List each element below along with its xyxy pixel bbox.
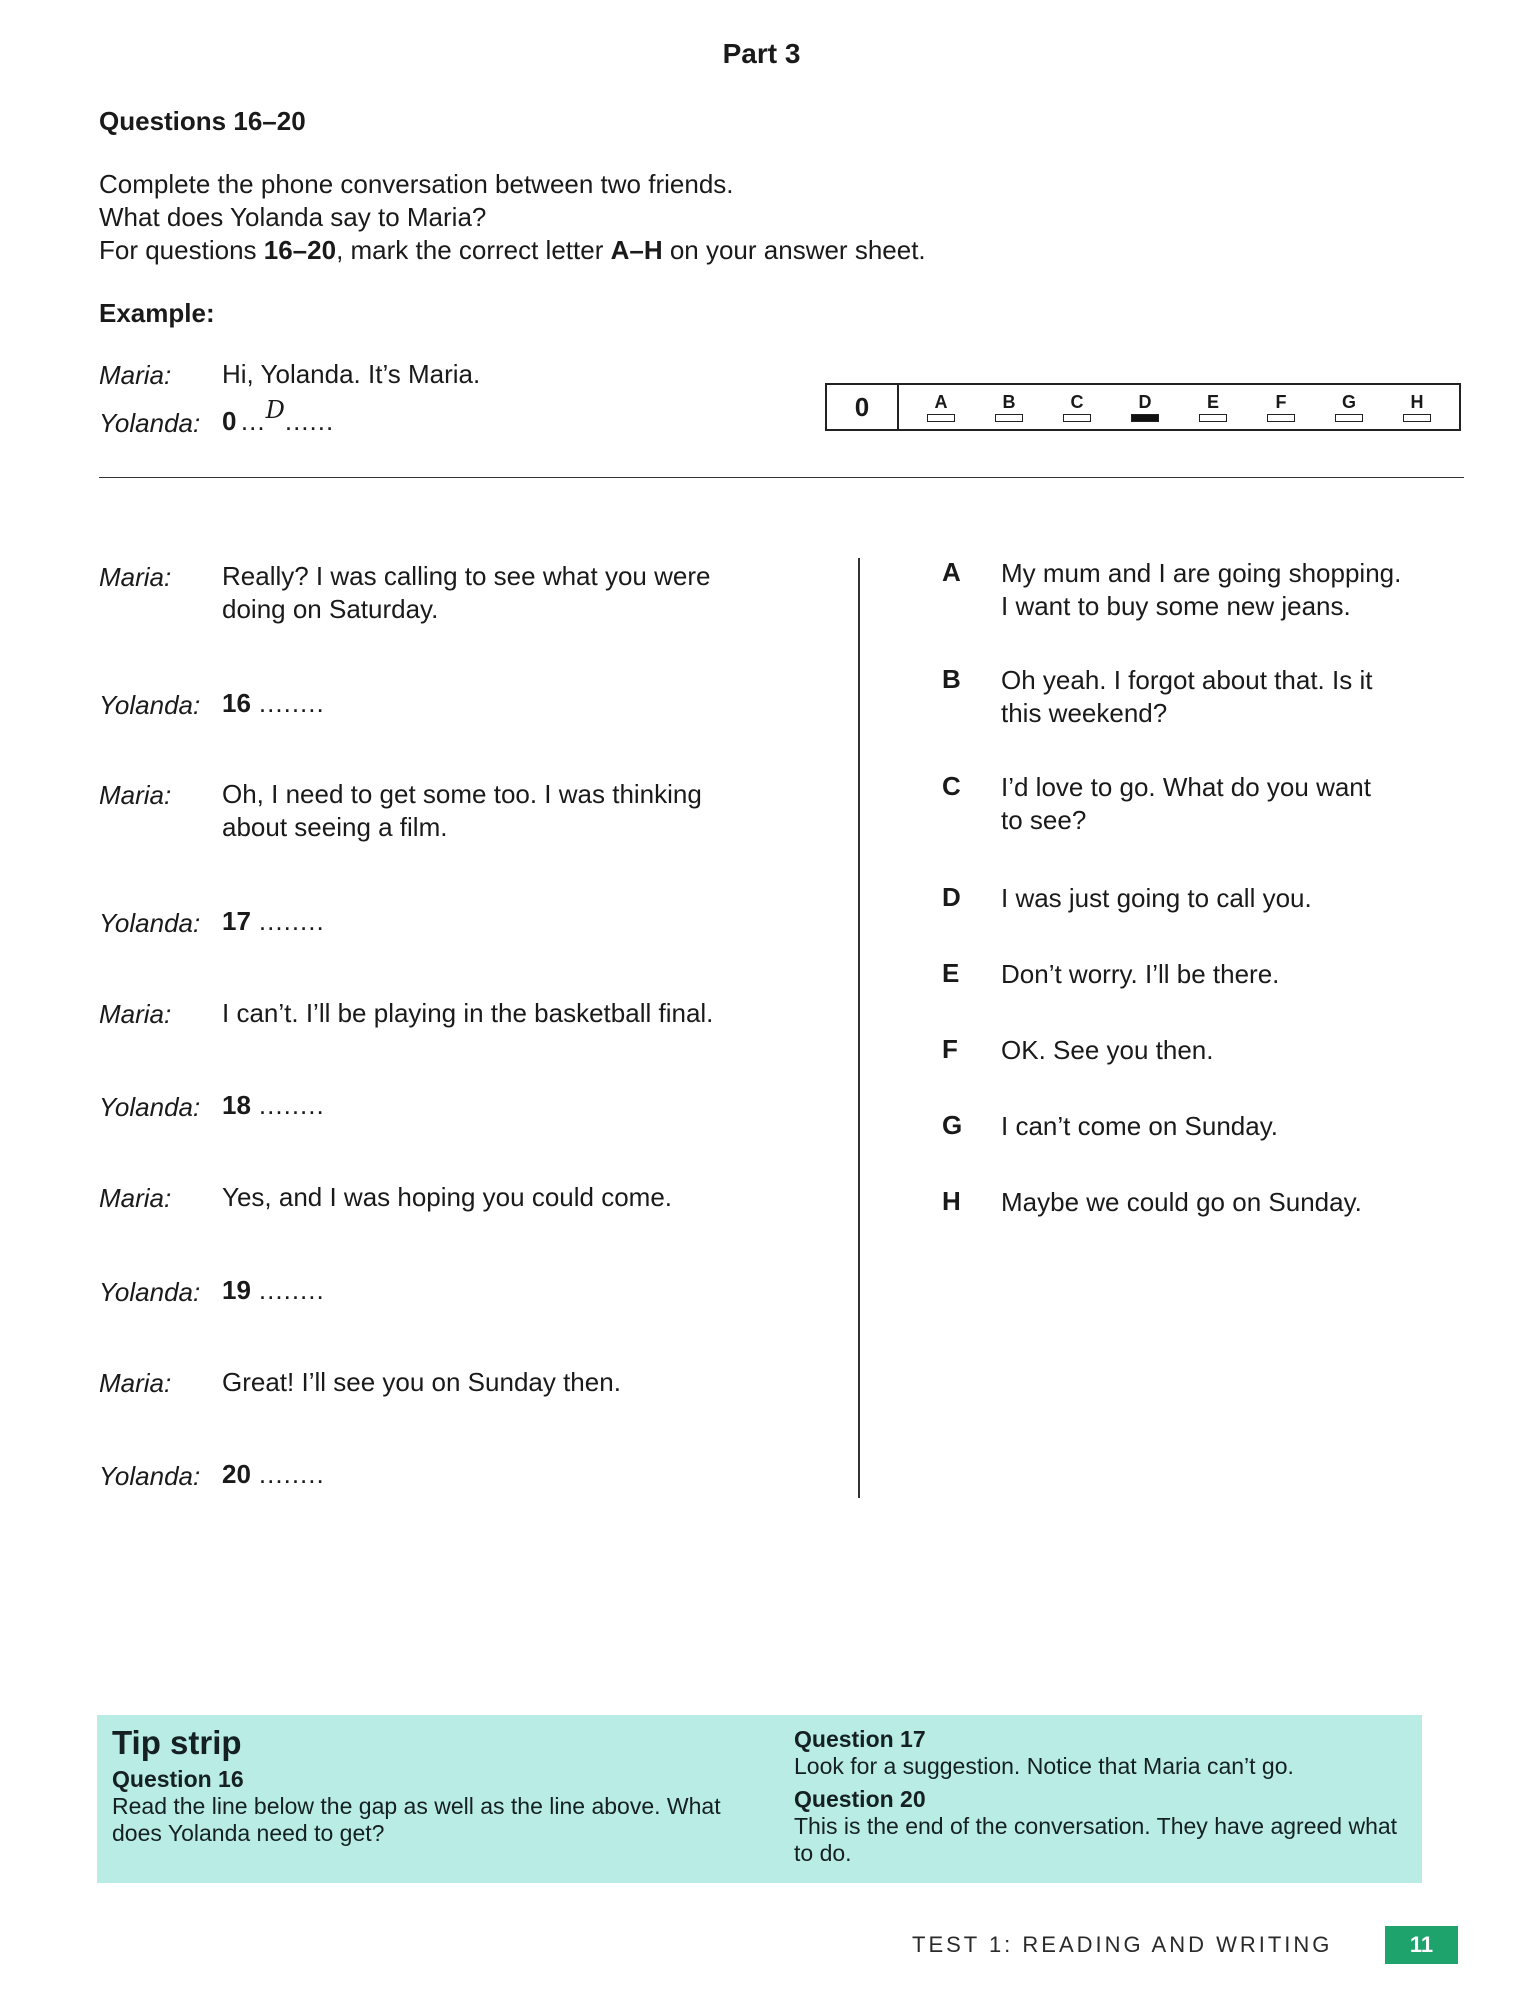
instruction-line-1: Complete the phone conversation between two friends. — [99, 169, 734, 199]
questions-heading: Questions 16–20 — [99, 106, 306, 136]
option-letter-f: F — [942, 1034, 958, 1064]
answer-option-b — [989, 392, 1029, 422]
answer-option-c — [1057, 392, 1097, 422]
handwritten-answer: D — [265, 396, 285, 424]
answer-dots: ........ — [258, 1275, 325, 1305]
option-text-line: My mum and I are going shopping. — [1001, 558, 1402, 588]
answer-gap-16 — [222, 688, 325, 719]
answer-option-g — [1329, 392, 1369, 422]
dialogue-text: Yes, and I was hoping you could come. — [222, 1182, 672, 1212]
maria-line — [222, 1366, 621, 1399]
dialogue-text: I can’t. I’ll be playing in the basketball final. — [222, 998, 714, 1028]
tip-question-20 — [794, 1786, 1397, 1867]
example-answer-box — [825, 383, 1461, 431]
answer-option-letter: H — [1410, 392, 1424, 412]
answer-option-letter: F — [1275, 392, 1287, 412]
option-text-line: I want to buy some new jeans. — [1001, 591, 1351, 621]
column-divider — [858, 558, 860, 1498]
tip-strip-title: Tip strip — [112, 1724, 242, 1761]
divider-line — [99, 477, 1464, 478]
answer-option-letter: D — [1138, 392, 1152, 412]
answer-option-e — [1193, 392, 1233, 422]
answer-option-letter: G — [1341, 392, 1356, 412]
answer-option-box — [1403, 414, 1431, 422]
example-maria-speaker: Maria: — [99, 360, 172, 390]
dialogue-text: about seeing a film. — [222, 812, 448, 842]
page-number-badge: 11 — [1385, 1926, 1458, 1964]
answer-gap-17 — [222, 906, 325, 937]
speaker-label: Yolanda: — [99, 1461, 201, 1491]
answer-option-box — [1063, 414, 1091, 422]
speaker-label: Yolanda: — [99, 1092, 201, 1122]
maria-line — [222, 778, 702, 844]
footer-section-title: TEST 1: READING AND WRITING — [912, 1932, 1333, 1957]
answer-option-box — [1267, 414, 1295, 422]
question-number: 17 — [222, 906, 251, 936]
example-number: 0 — [222, 406, 237, 436]
option-letter-b: B — [942, 664, 961, 694]
option-text-line: I was just going to call you. — [1001, 883, 1312, 913]
option-text-line: this weekend? — [1001, 698, 1168, 728]
option-text-b — [1001, 664, 1372, 730]
instructions — [99, 168, 926, 267]
option-text-a — [1001, 557, 1401, 623]
option-text-line: Don’t worry. I’ll be there. — [1001, 959, 1280, 989]
maria-line — [222, 997, 713, 1030]
option-text-line: I can’t come on Sunday. — [1001, 1111, 1279, 1141]
speaker-label: Yolanda: — [99, 1277, 201, 1307]
option-letter-a: A — [942, 557, 961, 587]
tip-body-line: to do. — [794, 1840, 852, 1866]
answer-box-options — [899, 385, 1459, 429]
speaker-label: Yolanda: — [99, 908, 201, 938]
dialogue-text: doing on Saturday. — [222, 594, 439, 624]
option-text-line: I’d love to go. What do you want — [1001, 772, 1371, 802]
option-text-f — [1001, 1034, 1213, 1067]
answer-option-box — [1131, 414, 1159, 422]
answer-option-f — [1261, 392, 1301, 422]
speaker-label: Maria: — [99, 999, 172, 1029]
answer-option-a — [921, 392, 961, 422]
option-text-g — [1001, 1110, 1278, 1143]
answer-option-letter: C — [1070, 392, 1084, 412]
answer-option-d — [1125, 392, 1165, 422]
example-yolanda-speaker: Yolanda: — [99, 408, 201, 438]
answer-gap-20 — [222, 1459, 325, 1490]
answer-option-box — [1335, 414, 1363, 422]
answer-option-box — [1199, 414, 1227, 422]
tip-heading: Question 20 — [794, 1786, 926, 1812]
instruction-line-3: For questions 16–20, mark the correct letter A–H on your answer sheet. — [99, 235, 926, 265]
answer-box-number: 0 — [827, 385, 899, 429]
answer-option-letter: B — [1002, 392, 1016, 412]
option-letter-d: D — [942, 882, 961, 912]
answer-gap-18 — [222, 1090, 325, 1121]
tip-question-16 — [112, 1766, 721, 1847]
question-number: 19 — [222, 1275, 251, 1305]
option-letter-g: G — [942, 1110, 963, 1140]
option-text-line: Maybe we could go on Sunday. — [1001, 1187, 1362, 1217]
option-letter-c: C — [942, 771, 961, 801]
instruction-line-2: What does Yolanda say to Maria? — [99, 202, 487, 232]
tip-body-line: Look for a suggestion. Notice that Maria can’t go. — [794, 1753, 1294, 1779]
option-text-h — [1001, 1186, 1362, 1219]
speaker-label: Yolanda: — [99, 690, 201, 720]
tip-body-line: does Yolanda need to get? — [112, 1820, 385, 1846]
answer-option-letter: E — [1206, 392, 1219, 412]
part-title: Part 3 — [722, 38, 801, 69]
question-number: 16 — [222, 688, 251, 718]
answer-option-letter: A — [934, 392, 948, 412]
example-answer-gap: 0 ...D...... — [222, 396, 335, 436]
option-letter-h: H — [942, 1186, 961, 1216]
option-letter-e: E — [942, 958, 960, 988]
option-text-line: to see? — [1001, 805, 1087, 835]
example-label: Example: — [99, 298, 215, 328]
speaker-label: Maria: — [99, 1183, 172, 1213]
tip-body-line: This is the end of the conversation. They have agreed what — [794, 1813, 1398, 1839]
dialogue-text: Great! I’ll see you on Sunday then. — [222, 1367, 621, 1397]
example-maria-text: Hi, Yolanda. It’s Maria. — [222, 359, 481, 389]
tip-heading: Question 16 — [112, 1766, 244, 1792]
option-text-e — [1001, 958, 1279, 991]
answer-option-box — [927, 414, 955, 422]
answer-dots: ........ — [258, 688, 325, 718]
option-text-d — [1001, 882, 1312, 915]
tip-question-17 — [794, 1726, 1294, 1780]
tip-heading: Question 17 — [794, 1726, 926, 1752]
option-text-c — [1001, 771, 1371, 837]
answer-option-box — [995, 414, 1023, 422]
answer-option-h — [1397, 392, 1437, 422]
maria-line — [222, 560, 710, 626]
answer-gap-19 — [222, 1275, 325, 1306]
answer-dots: ........ — [258, 1459, 325, 1489]
dialogue-text: Oh, I need to get some too. I was thinking — [222, 779, 702, 809]
answer-dots: ........ — [258, 906, 325, 936]
question-number: 18 — [222, 1090, 251, 1120]
speaker-label: Maria: — [99, 1368, 172, 1398]
option-text-line: Oh yeah. I forgot about that. Is it — [1001, 665, 1373, 695]
question-number: 20 — [222, 1459, 251, 1489]
maria-line — [222, 1181, 672, 1214]
tip-body-line: Read the line below the gap as well as the line above. What — [112, 1793, 721, 1819]
option-text-line: OK. See you then. — [1001, 1035, 1214, 1065]
speaker-label: Maria: — [99, 562, 172, 592]
answer-dots: ........ — [258, 1090, 325, 1120]
dialogue-text: Really? I was calling to see what you were — [222, 561, 711, 591]
speaker-label: Maria: — [99, 780, 172, 810]
